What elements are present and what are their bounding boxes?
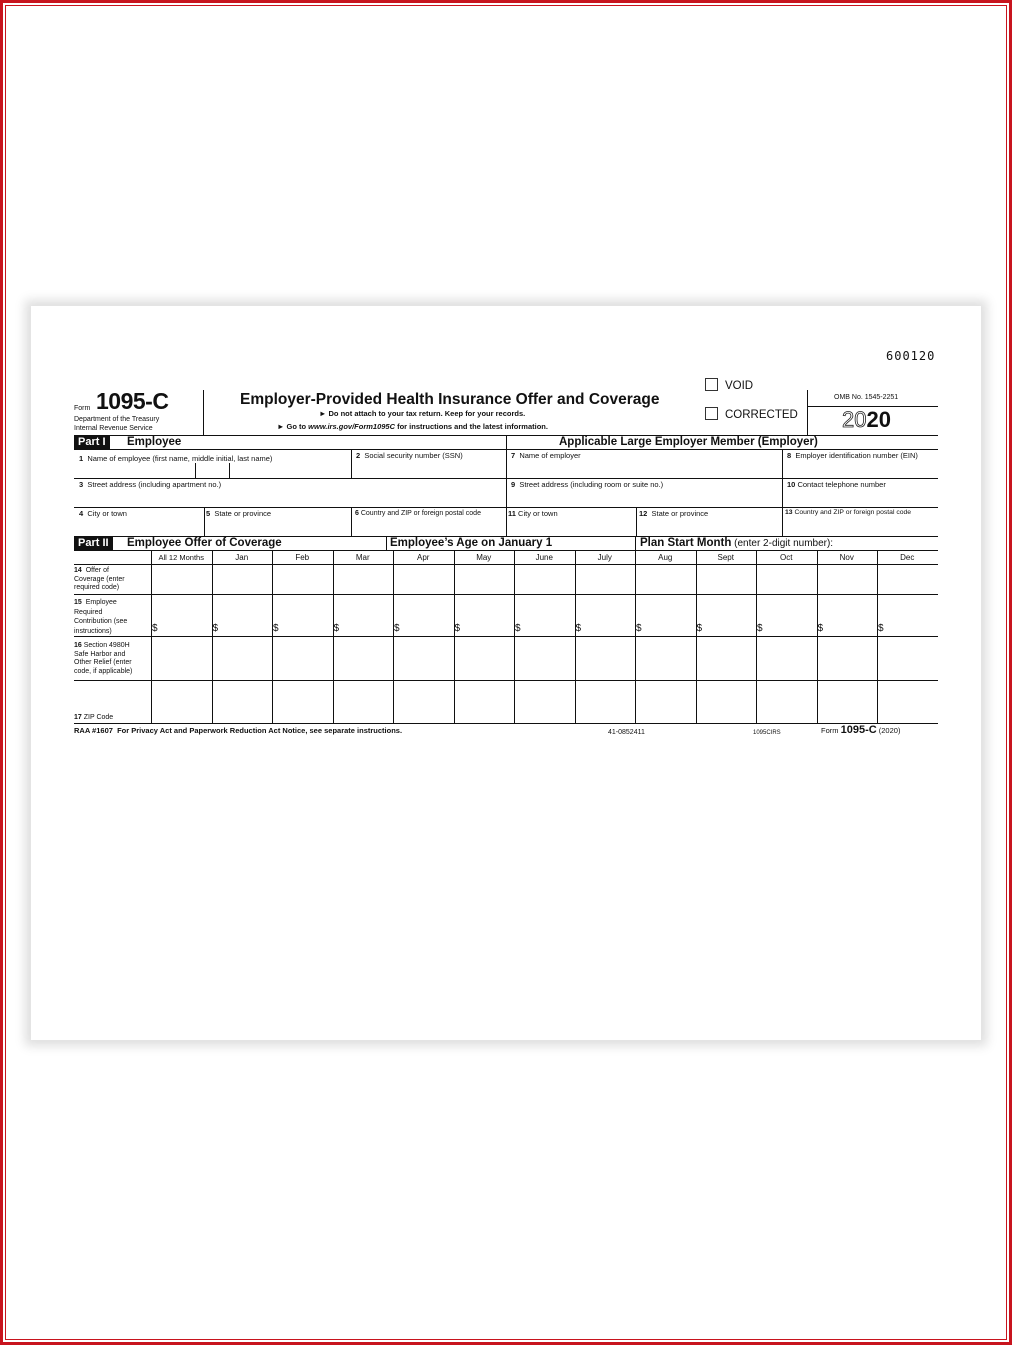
dollar-sign: $ xyxy=(696,623,703,634)
age-title: Employee’s Age on January 1 xyxy=(390,537,553,549)
service-label: Internal Revenue Service xyxy=(74,425,153,432)
grid-row-rule-2 xyxy=(74,636,938,637)
grid-col-rule-13 xyxy=(877,550,878,723)
plan-divider xyxy=(635,536,636,550)
row16-number: 16 xyxy=(74,642,82,649)
grid-col-rule-8 xyxy=(575,550,576,723)
tax-year xyxy=(842,409,891,431)
row14-line-2: Coverage (enter xyxy=(74,575,125,583)
row16-line-2: Safe Harbor and xyxy=(74,650,126,658)
box3-number: 3 xyxy=(79,480,84,489)
dollar-sign: $ xyxy=(636,623,642,634)
month-header: June xyxy=(535,553,553,562)
box5-divider xyxy=(204,507,205,536)
box4-number: 4 xyxy=(79,509,84,518)
box8-number: 8 xyxy=(787,451,792,460)
box6-text: Country and ZIP or foreign postal code xyxy=(360,510,481,517)
dollar-sign: $ xyxy=(454,623,461,634)
instruction-line-2-prefix: ► Go to xyxy=(277,422,309,431)
box12-label[interactable] xyxy=(639,510,708,518)
row15-line-4: instructions) xyxy=(74,627,112,635)
instruction-line-1: ► Do not attach to your tax return. Keep for your records. xyxy=(319,409,526,418)
form-sheet xyxy=(31,306,981,1040)
grid-col-rule-10 xyxy=(696,550,697,723)
part1-title: Employee xyxy=(127,436,182,448)
instruction-line-2 xyxy=(277,423,548,431)
row16-text-1: Section 4980H xyxy=(83,642,130,649)
box10-label[interactable] xyxy=(787,481,886,489)
box6-number: 6 xyxy=(355,510,359,517)
footer-notice xyxy=(74,727,402,735)
box4-text: City or town xyxy=(87,509,127,518)
part2-tag: Part II xyxy=(74,537,113,550)
void-checkbox[interactable] xyxy=(705,378,718,391)
box9-label[interactable] xyxy=(511,481,663,489)
form-code: 1095CIRS xyxy=(753,730,781,736)
row15-number: 15 xyxy=(74,599,82,606)
box2-text: Social security number (SSN) xyxy=(364,451,463,460)
box3-text: Street address (including apartment no.) xyxy=(87,480,222,489)
month-header: May xyxy=(476,553,492,562)
instruction-line-2-suffix: for instructions and the latest information. xyxy=(395,422,548,431)
part2-header-bottom-rule xyxy=(74,550,938,551)
box13-text: Country and ZIP or foreign postal code xyxy=(794,509,912,516)
row16-line-3: Other Relief (enter xyxy=(74,659,132,666)
corrected-checkbox[interactable] xyxy=(705,407,718,420)
box7-text: Name of employer xyxy=(519,451,581,460)
footer-form-number: 1095-C xyxy=(840,724,877,736)
box12-divider xyxy=(636,507,637,536)
box8-label[interactable] xyxy=(787,452,918,460)
form-word: Form xyxy=(74,405,91,412)
header-divider-right xyxy=(807,390,808,435)
row14-text-1: Offer of xyxy=(85,567,109,574)
row14-line-1 xyxy=(74,567,152,576)
grid-col-rule-5 xyxy=(393,550,394,723)
box2-divider xyxy=(351,449,352,478)
box1-text: Name of employee (first name, middle initial, last name) xyxy=(87,454,273,463)
grid-row-rule-1 xyxy=(74,594,938,595)
dollar-sign: $ xyxy=(817,623,824,634)
box13-number: 13 xyxy=(785,509,793,516)
catalog-number: 41-0852411 xyxy=(608,729,645,736)
grid-col-rule-12 xyxy=(817,550,818,723)
dollar-sign: $ xyxy=(394,623,400,634)
dollar-sign: $ xyxy=(515,623,521,634)
part1-row1-rule xyxy=(74,478,938,479)
box12-text: State or province xyxy=(651,509,709,518)
month-header: Sept xyxy=(717,553,734,562)
box12-number: 12 xyxy=(639,509,648,518)
box1-label[interactable] xyxy=(79,455,272,463)
row15-line-3: Contribution (see xyxy=(74,618,128,625)
month-header: Apr xyxy=(417,553,430,562)
grid-row-rule-3 xyxy=(74,680,938,681)
month-header: Oct xyxy=(780,553,793,562)
box5-number: 5 xyxy=(206,509,211,518)
raa-number: RAA #1607 xyxy=(74,726,113,735)
box7-number: 7 xyxy=(511,451,516,460)
grid-col-rule-9 xyxy=(635,550,636,723)
box8-divider xyxy=(782,449,783,536)
box11-number: 11 xyxy=(508,509,516,518)
box9-text: Street address (including room or suite no.) xyxy=(519,480,664,489)
month-header: Mar xyxy=(355,553,370,562)
row15-line-1 xyxy=(74,598,152,608)
row16-label xyxy=(74,642,152,676)
box8-text: Employer identification number (EIN) xyxy=(795,451,918,460)
row14-label xyxy=(74,567,152,593)
month-header: July xyxy=(597,553,612,562)
grid-row-rule-4 xyxy=(74,723,938,724)
employer-section-title: Applicable Large Employer Member (Employer) xyxy=(559,436,818,448)
box3-label[interactable] xyxy=(79,481,221,489)
row16-line-1 xyxy=(74,642,152,651)
footer-year: (2020) xyxy=(878,726,901,735)
plan-start-title: Plan Start Month xyxy=(640,537,732,549)
month-header: Jan xyxy=(235,553,249,562)
box1-number: 1 xyxy=(79,454,84,463)
privacy-notice: For Privacy Act and Paperwork Reduction Act Notice, see separate instructions. xyxy=(117,726,403,735)
grid-col-rule-3 xyxy=(272,550,273,723)
box5-text: State or province xyxy=(214,509,272,518)
grid-col-rule-7 xyxy=(514,550,515,723)
row14-number: 14 xyxy=(74,567,82,574)
box11-label[interactable] xyxy=(508,510,558,518)
box6-label[interactable] xyxy=(355,510,481,517)
box11-text: City or town xyxy=(518,509,558,518)
dollar-sign: $ xyxy=(878,623,884,634)
month-header: All 12 Months xyxy=(158,553,204,562)
department-label: Department of the Treasury xyxy=(74,416,160,423)
row16-line-4: code, if applicable) xyxy=(74,667,133,675)
row17-number: 17 xyxy=(74,714,82,721)
name-tick-1 xyxy=(195,463,196,478)
control-number: 600120 xyxy=(886,349,936,363)
box13-label[interactable] xyxy=(785,510,911,517)
dollar-sign: $ xyxy=(757,623,763,634)
month-header: Nov xyxy=(839,553,854,562)
omb-number: OMB No. 1545-2251 xyxy=(834,394,899,401)
part1-mid-divider xyxy=(506,435,507,536)
corrected-label: CORRECTED xyxy=(725,409,798,421)
part1-tag: Part I xyxy=(74,436,110,449)
dollar-sign: $ xyxy=(152,623,158,634)
month-header: Feb xyxy=(295,553,310,562)
grid-col-rule-4 xyxy=(333,550,334,723)
form-title: Employer-Provided Health Insurance Offer and Coverage xyxy=(240,391,660,408)
box10-text: Contact telephone number xyxy=(797,480,886,489)
row14-line-3: required code) xyxy=(74,584,120,591)
grid-col-rule-11 xyxy=(756,550,757,723)
row15-line-2: Required xyxy=(74,608,103,616)
form-number: 1095-C xyxy=(96,388,169,414)
dollar-sign: $ xyxy=(212,623,219,634)
month-header: Aug xyxy=(658,553,673,562)
tax-year-outline: 20 xyxy=(842,407,867,432)
dollar-sign: $ xyxy=(273,623,279,634)
void-label: VOID xyxy=(725,380,754,392)
name-tick-2 xyxy=(229,463,230,478)
row15-text-1: Employee xyxy=(85,599,117,606)
plan-start-label xyxy=(640,538,833,550)
grid-col-rule-2 xyxy=(212,550,213,723)
header-divider-left xyxy=(203,390,204,435)
tax-year-bold: 20 xyxy=(866,407,891,432)
footer-form-word: Form xyxy=(821,726,839,735)
plan-start-sub: (enter 2-digit number): xyxy=(731,538,834,549)
box4-label[interactable] xyxy=(79,510,127,518)
dollar-sign: $ xyxy=(333,623,340,634)
box9-number: 9 xyxy=(511,480,516,489)
row15-label xyxy=(74,598,152,636)
box5-label[interactable] xyxy=(206,510,271,518)
box2-label[interactable] xyxy=(356,452,463,460)
box6-divider xyxy=(351,507,352,536)
footer-form-id xyxy=(821,725,900,736)
grid-col-rule-6 xyxy=(454,550,455,723)
box2-number: 2 xyxy=(356,451,361,460)
age-divider xyxy=(386,536,387,550)
box7-label[interactable] xyxy=(511,452,581,460)
dollar-sign: $ xyxy=(575,623,582,634)
row17-text: ZIP Code xyxy=(83,714,114,721)
row17-label xyxy=(74,714,113,721)
month-header-rule xyxy=(74,564,938,565)
month-header: Dec xyxy=(900,553,915,562)
box10-number: 10 xyxy=(787,480,796,489)
irs-url-link[interactable]: www.irs.gov/Form1095C xyxy=(308,422,396,431)
part2-title: Employee Offer of Coverage xyxy=(127,537,282,549)
